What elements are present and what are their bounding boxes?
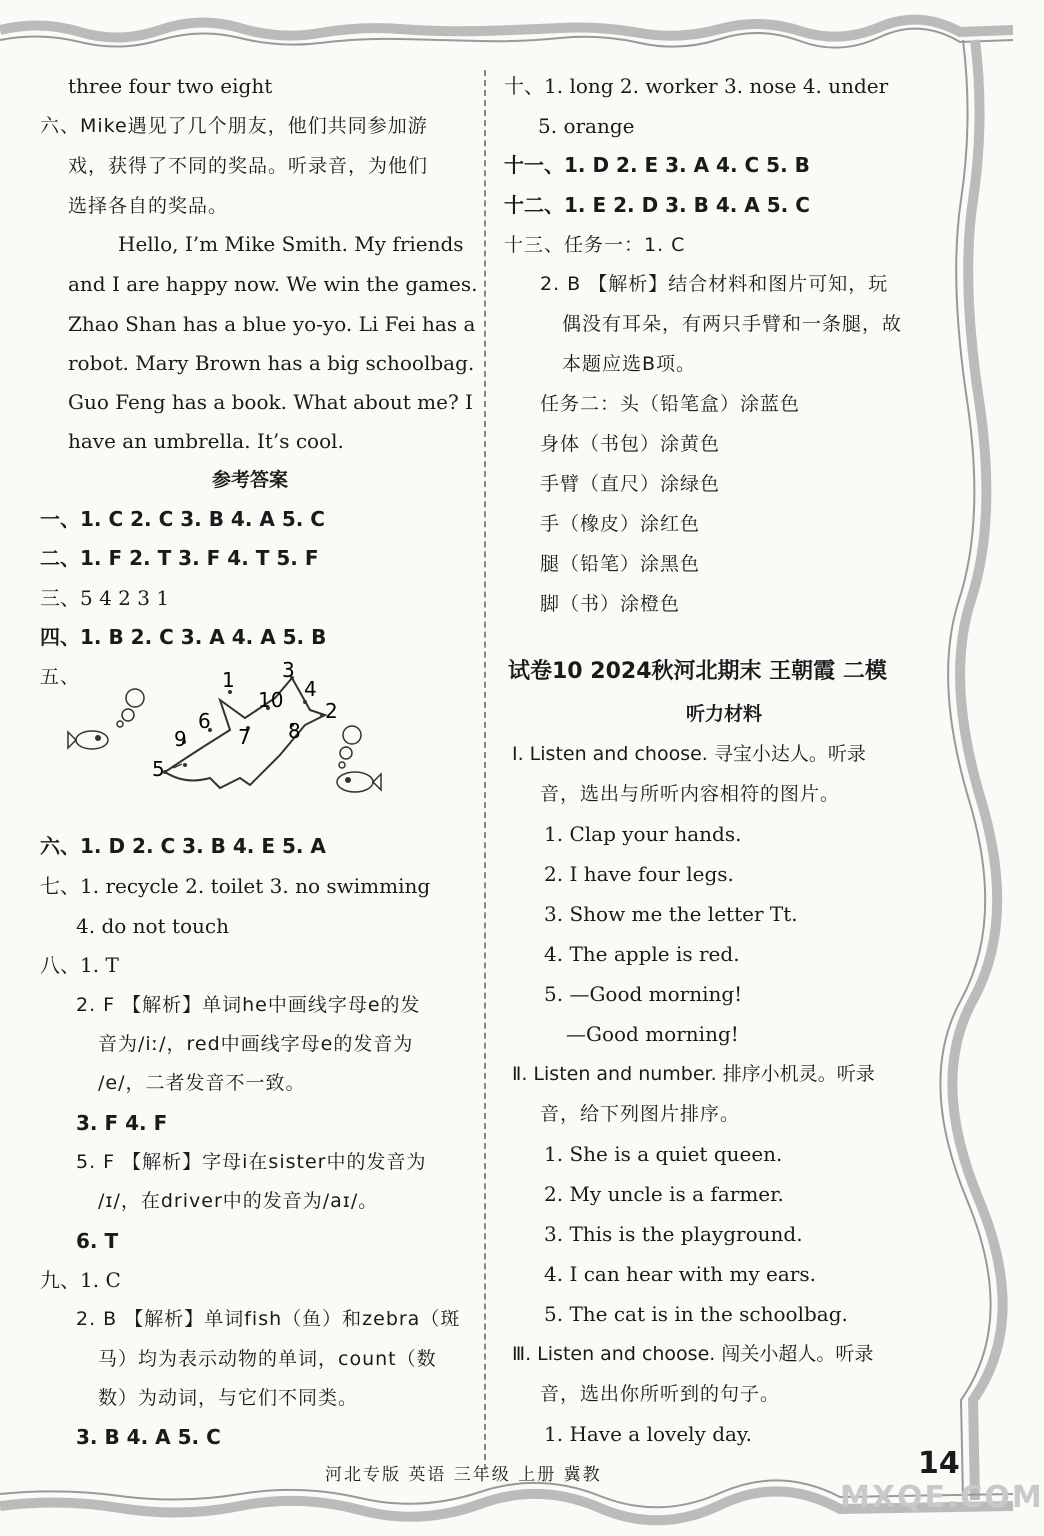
answer-line: 八、1. T: [40, 953, 119, 977]
section-heading: 音，选出你所听到的句子。: [540, 1383, 781, 1405]
listening-item: 4. The apple is red.: [544, 942, 740, 966]
section-6-instruction: 六、Mike遇见了几个朋友，他们共同参加游: [40, 115, 428, 137]
answer-line: 十二、1. E 2. D 3. B 4. A 5. C: [504, 193, 810, 217]
listening-item: 5. The cat is in the schoolbag.: [544, 1302, 848, 1326]
column-divider: [484, 70, 486, 1470]
listening-item: 1. Clap your hands.: [544, 822, 742, 846]
task-line: 腿（铅笔）涂黑色: [540, 553, 701, 575]
exam-title: 试卷10 2024秋河北期末 王朝霞 二模: [508, 659, 887, 684]
answer-explanation: 数）为动词，与它们不同类。: [98, 1387, 359, 1409]
answer-explanation: 本题应选B项。: [562, 353, 697, 375]
section-heading: Ⅲ. Listen and choose. 闯关小超人。听录: [512, 1343, 874, 1365]
page-border-top: [0, 0, 1013, 60]
passage-line: robot. Mary Brown has a big schoolbag.: [68, 351, 475, 375]
passage-line: and I are happy now. We win the games.: [68, 272, 478, 296]
passage-line: have an umbrella. It’s cool.: [68, 429, 344, 453]
section-heading: 音，给下列图片排序。: [540, 1103, 741, 1125]
page-footer: 河北专版 英语 三年级 上册 冀教: [325, 1465, 602, 1485]
listening-item: 5. —Good morning!: [544, 982, 743, 1006]
page-border-right: [955, 0, 1013, 1536]
listening-item: 2. My uncle is a farmer.: [544, 1182, 784, 1206]
section-heading: Ⅱ. Listen and number. 排序小机灵。听录: [512, 1063, 875, 1085]
answer-line: 六、1. D 2. C 3. B 4. E 5. A: [40, 834, 326, 858]
answer-line: 四、1. B 2. C 3. A 4. A 5. B: [40, 625, 327, 649]
task-line: 手（橡皮）涂红色: [540, 513, 701, 535]
listening-item: 1. She is a quiet queen.: [544, 1142, 783, 1166]
task-line: 脚（书）涂橙色: [540, 593, 681, 615]
listening-item: —Good morning!: [566, 1022, 739, 1046]
number-words: three four two eight: [68, 74, 273, 98]
fish-icon: [68, 731, 108, 749]
dot-number: 6: [198, 709, 211, 733]
dot-number: 2: [325, 699, 338, 723]
answer-line: 三、5 4 2 3 1: [40, 586, 170, 610]
answer-line: 3. B 4. A 5. C: [76, 1425, 221, 1449]
dot-number: 7: [238, 725, 251, 749]
listening-title: 听力材料: [685, 703, 762, 725]
fish-icon: [337, 772, 381, 792]
passage-line: Hello, I’m Mike Smith. My friends: [118, 232, 464, 256]
answer-explanation: 音为/iː/，red中画线字母e的发音为: [98, 1033, 414, 1055]
answer-explanation: /ɪ/，在driver中的发音为/aɪ/。: [98, 1190, 379, 1212]
answer-explanation: 2. B 【解析】结合材料和图片可知，玩: [540, 273, 889, 295]
dot-number: 5: [152, 757, 165, 781]
answer-key-title: 参考答案: [211, 469, 288, 491]
section-heading: Ⅰ. Listen and choose. 寻宝小达人。听录: [512, 743, 866, 765]
listening-item: 1. Have a lovely day.: [544, 1422, 752, 1446]
dot-number: 9: [174, 727, 187, 751]
answer-line: 十三、任务一：1. C: [504, 234, 686, 256]
section-heading: 音，选出与所听内容相符的图片。: [540, 783, 841, 805]
listening-item: 3. This is the playground.: [544, 1222, 803, 1246]
dot-number: 10: [258, 688, 284, 712]
answer-explanation: 2. F 【解析】单词he中画线字母e的发: [76, 994, 421, 1016]
shark-dot-puzzle: [70, 660, 390, 810]
dot-number: 3: [282, 658, 295, 682]
dot-number: 1: [222, 668, 235, 692]
answer-line: 4. do not touch: [76, 914, 229, 938]
answer-line: 5. orange: [538, 114, 635, 138]
answer-line: 九、1. C: [40, 1268, 121, 1292]
passage-line: Zhao Shan has a blue yo-yo. Li Fei has a: [68, 312, 476, 336]
listening-item: 4. I can hear with my ears.: [544, 1262, 816, 1286]
dot-number: 4: [304, 677, 317, 701]
task-line: 身体（书包）涂黄色: [540, 433, 721, 455]
answer-line: 6. T: [76, 1229, 119, 1253]
answer-line: 五、: [40, 666, 81, 688]
answer-explanation: 5. F 【解析】字母i在sister中的发音为: [76, 1151, 427, 1173]
answer-line: 十一、1. D 2. E 3. A 4. C 5. B: [504, 153, 810, 177]
answer-line: 十、1. long 2. worker 3. nose 4. under: [504, 74, 889, 98]
answer-line: 一、1. C 2. C 3. B 4. A 5. C: [40, 507, 325, 531]
page-number: 14: [918, 1446, 960, 1481]
answer-line: 二、1. F 2. T 3. F 4. T 5. F: [40, 546, 319, 570]
answer-explanation: /e/，二者发音不一致。: [98, 1072, 306, 1094]
answer-explanation: 马）均为表示动物的单词，count（数: [98, 1348, 437, 1370]
passage-line: Guo Feng has a book. What about me? I: [68, 390, 473, 414]
listening-item: 2. I have four legs.: [544, 862, 734, 886]
listening-item: 3. Show me the letter Tt.: [544, 902, 798, 926]
section-6-instruction-2: 戏，获得了不同的奖品。听录音，为他们: [68, 155, 429, 177]
task-line: 手臂（直尺）涂绿色: [540, 473, 721, 495]
answer-explanation: 偶没有耳朵，有两只手臂和一条腿，故: [562, 313, 903, 335]
watermark: MXQE.COM: [840, 1480, 1044, 1515]
answer-line: 七、1. recycle 2. toilet 3. no swimming: [40, 874, 431, 898]
task-line: 任务二：头（铅笔盒）涂蓝色: [540, 393, 801, 415]
dot-number: 8: [288, 719, 301, 743]
answer-line: 3. F 4. F: [76, 1111, 168, 1135]
section-6-instruction-3: 选择各自的奖品。: [68, 195, 229, 217]
answer-explanation: 2. B 【解析】单词fish（鱼）和zebra（斑: [76, 1308, 461, 1330]
